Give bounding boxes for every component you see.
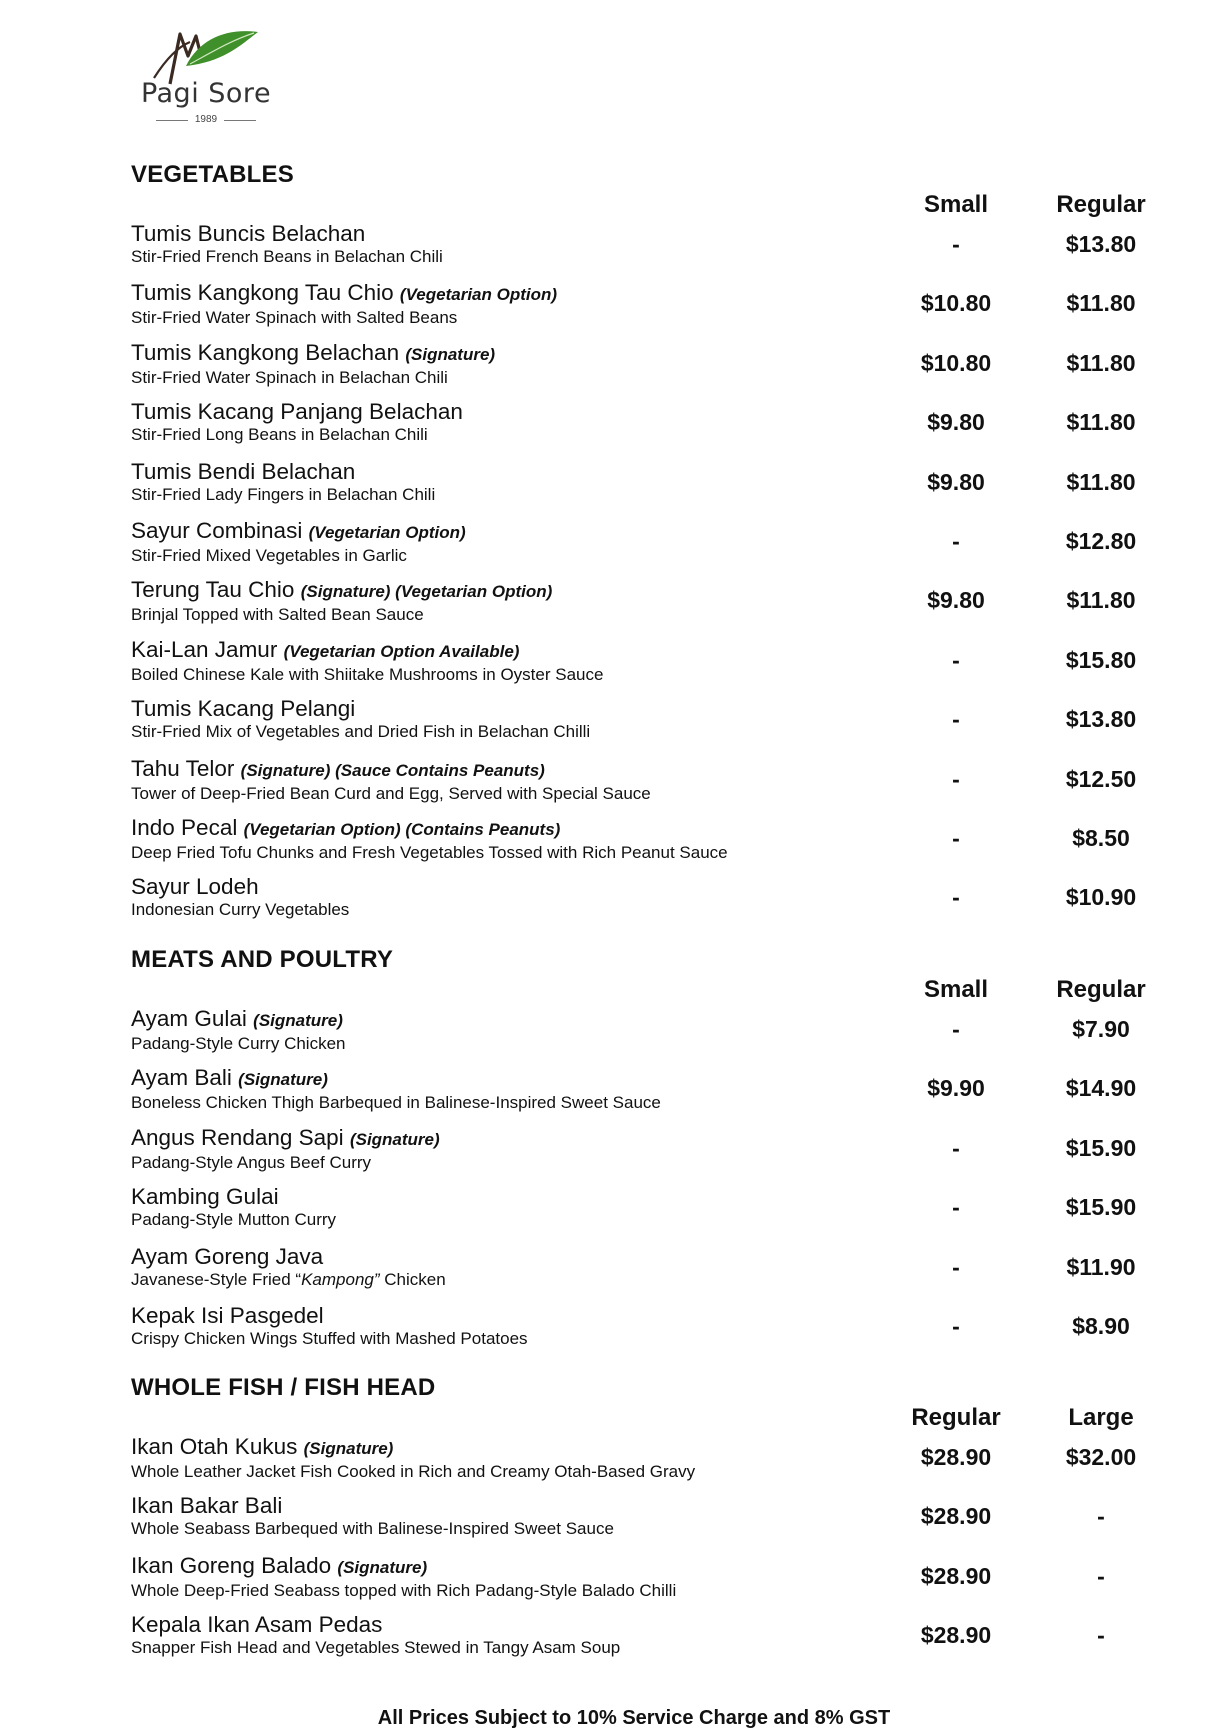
price-column-b: $12.50	[1065, 765, 1137, 792]
item-description: Brinjal Topped with Salted Bean Sauce	[131, 605, 424, 625]
item-note: (Signature)	[238, 1070, 328, 1090]
menu-item	[131, 220, 1137, 279]
item-description: Whole Deep-Fried Seabass topped with Rich Padang-Style Balado Chilli	[131, 1580, 677, 1600]
price-column-b: $10.90	[1065, 884, 1137, 911]
price-column-b: $14.90	[1065, 1075, 1137, 1102]
price-column-b: $15.90	[1065, 1134, 1137, 1161]
price-column-a: -	[952, 884, 960, 911]
item-note: (Vegetarian Option)	[399, 285, 558, 305]
menu-item	[131, 339, 1136, 398]
item-note: (Signature) (Vegetarian Option)	[300, 582, 553, 602]
item-description-emphasis: Kampong”	[301, 1269, 380, 1289]
column-header-a: Regular	[911, 1404, 1001, 1431]
menu-item	[131, 1005, 1130, 1064]
item-note: (Signature)	[337, 1557, 428, 1577]
price-column-b: $11.80	[1066, 290, 1136, 317]
item-name: Ayam Goreng Java	[131, 1243, 324, 1269]
item-description: Stir-Fried Lady Fingers in Belachan Chili	[131, 484, 436, 504]
item-name: Tahu Telor	[131, 755, 235, 781]
price-column-b: -	[1097, 1622, 1105, 1649]
price-column-b: $7.90	[1072, 1016, 1130, 1042]
item-note: (Signature)	[303, 1439, 394, 1458]
price-column-b: $13.80	[1065, 706, 1137, 733]
item-description: Boiled Chinese Kale with Shiitake Mushrooms in Oyster Sauce	[131, 664, 604, 684]
menu-item-list	[131, 220, 1137, 933]
item-name: Ikan Bakar Bali	[131, 1493, 283, 1519]
column-header-a: Small	[923, 976, 989, 1003]
price-column-a: $10.80	[920, 290, 992, 317]
price-column-b: $8.90	[1072, 1312, 1130, 1339]
item-description: Stir-Fried Mixed Vegetables in Garlic	[131, 545, 407, 565]
item-name: Ayam Bali	[131, 1065, 232, 1091]
price-column-a: -	[952, 231, 960, 257]
price-column-a: -	[952, 706, 960, 733]
menu-item	[131, 1183, 1137, 1242]
brand-logo	[136, 22, 276, 127]
price-column-a: -	[952, 1194, 960, 1221]
item-description: Crispy Chicken Wings Stuffed with Mashed Potatoes	[131, 1328, 528, 1348]
item-description: Snapper Fish Head and Vegetables Stewed in Tangy Asam Soup	[131, 1638, 621, 1658]
menu-item	[131, 1243, 1136, 1302]
item-description: Boneless Chicken Thigh Barbequed in Balinese-Inspired Sweet Sauce	[131, 1093, 661, 1113]
menu-item-list	[131, 1433, 1137, 1671]
item-note: (Signature)	[405, 344, 496, 364]
price-column-b: -	[1097, 1503, 1105, 1530]
menu-item	[131, 636, 1137, 695]
price-column-a: -	[952, 824, 960, 851]
menu-item	[131, 1124, 1137, 1183]
price-column-a: $28.90	[920, 1622, 992, 1649]
menu-item	[131, 1552, 1105, 1611]
item-note: (Vegetarian Option) (Contains Peanuts)	[243, 819, 561, 839]
item-name: Tumis Kangkong Tau Chio	[131, 280, 394, 306]
price-column-b: $32.00	[1065, 1444, 1137, 1470]
price-column-a: -	[952, 1016, 960, 1042]
price-column-a: -	[952, 527, 960, 554]
section-title: VEGETABLES	[131, 161, 294, 188]
section-meats-and-poultry	[131, 945, 1146, 1348]
price-column-b: $13.80	[1065, 231, 1137, 257]
price-column-b: -	[1097, 1562, 1105, 1589]
menu-item	[131, 1064, 1137, 1123]
price-column-a: -	[952, 765, 960, 792]
menu-item	[131, 1492, 1105, 1551]
section-vegetables	[131, 160, 1146, 920]
menu-item-list	[131, 1005, 1137, 1361]
item-name: Kambing Gulai	[131, 1184, 279, 1210]
item-description: Padang-Style Mutton Curry	[131, 1210, 337, 1230]
price-column-a: $9.90	[927, 1075, 985, 1102]
item-name: Angus Rendang Sapi	[131, 1124, 344, 1150]
price-column-a: -	[952, 1253, 960, 1280]
item-name: Ikan Otah Kukus	[131, 1434, 298, 1459]
item-description: Whole Seabass Barbequed with Balinese-Inspired Sweet Sauce	[131, 1519, 614, 1539]
brand-year: 1989	[156, 114, 256, 125]
price-column-a: -	[952, 646, 960, 673]
item-description-part: Chicken	[379, 1269, 446, 1289]
item-note: (Signature)	[253, 1011, 343, 1030]
column-header-a: Small	[923, 191, 989, 218]
item-description-part: Javanese-Style Fried “	[131, 1269, 302, 1289]
item-description: Padang-Style Curry Chicken	[131, 1034, 346, 1053]
price-column-a: $10.80	[920, 349, 992, 376]
column-header-b: Large	[1068, 1404, 1134, 1431]
section-title: WHOLE FISH / FISH HEAD	[131, 1374, 436, 1401]
price-column-a: $28.90	[920, 1444, 992, 1470]
item-description: Tower of Deep-Fried Bean Curd and Egg, Served with Special Sauce	[131, 783, 651, 803]
item-description: Indonesian Curry Vegetables	[131, 900, 350, 920]
item-description: Padang-Style Angus Beef Curry	[131, 1152, 372, 1172]
service-charge-note: All Prices Subject to 10% Service Charge and 8% GST	[377, 1707, 891, 1729]
item-note: (Vegetarian Option Available)	[283, 641, 520, 661]
menu-item	[131, 1302, 1130, 1361]
item-name: Sayur Lodeh	[131, 874, 259, 900]
item-description: Stir-Fried Mix of Vegetables and Dried Fish in Belachan Chilli	[131, 722, 591, 742]
menu-item	[131, 755, 1137, 814]
price-column-b: $15.90	[1065, 1194, 1137, 1221]
price-column-a: -	[952, 1312, 960, 1339]
menu-item	[131, 1433, 1137, 1492]
column-header-b: Regular	[1056, 976, 1146, 1003]
brand-name: Pagi Sore	[140, 78, 272, 109]
menu-item	[131, 873, 1137, 932]
price-column-b: $11.80	[1066, 349, 1136, 376]
item-note: (Signature)	[349, 1129, 440, 1149]
price-column-a: $28.90	[920, 1503, 992, 1530]
price-column-a: $9.80	[927, 587, 985, 614]
price-column-a: $28.90	[920, 1562, 992, 1589]
price-column-a: -	[952, 1134, 960, 1161]
item-name: Kai-Lan Jamur	[131, 636, 278, 662]
price-column-b: $11.80	[1066, 587, 1136, 614]
column-header-b: Regular	[1056, 191, 1146, 218]
price-column-a: $9.80	[927, 409, 985, 436]
item-description: Stir-Fried Water Spinach with Salted Beans	[131, 308, 458, 328]
item-description: Stir-Fried Water Spinach in Belachan Chili	[131, 367, 448, 387]
menu-item	[131, 576, 1136, 635]
item-name: Sayur Combinasi	[131, 517, 303, 543]
item-name: Tumis Kacang Pelangi	[131, 696, 356, 722]
item-name: Tumis Bendi Belachan	[131, 458, 356, 484]
item-name: Indo Pecal	[131, 814, 238, 840]
item-name: Tumis Kacang Panjang Belachan	[131, 399, 463, 425]
section-title: MEATS AND POULTRY	[131, 946, 394, 973]
item-description: Whole Leather Jacket Fish Cooked in Rich and Creamy Otah-Based Gravy	[131, 1462, 696, 1481]
price-column-b: $8.50	[1072, 824, 1130, 851]
price-column-b: $11.80	[1066, 468, 1136, 495]
menu-item	[131, 814, 1130, 873]
section-whole-fish	[131, 1373, 1137, 1658]
item-name: Terung Tau Chio	[131, 577, 295, 603]
item-name: Kepala Ikan Asam Pedas	[131, 1612, 383, 1638]
leaf-logo-icon	[150, 26, 260, 86]
menu-item	[131, 517, 1137, 576]
menu-item	[131, 398, 1136, 457]
menu-item	[131, 695, 1137, 754]
menu-item	[131, 458, 1136, 517]
item-name: Ikan Goreng Balado	[131, 1552, 332, 1578]
price-column-b: $11.90	[1066, 1253, 1136, 1280]
menu-item	[131, 1611, 1105, 1670]
item-name: Tumis Buncis Belachan	[131, 221, 366, 246]
item-name: Kepak Isi Pasgedel	[131, 1302, 324, 1328]
item-name: Tumis Kangkong Belachan	[131, 339, 400, 365]
price-column-a: $9.80	[927, 468, 985, 495]
price-column-b: $11.80	[1066, 409, 1136, 436]
item-note: (Signature) (Sauce Contains Peanuts)	[240, 760, 545, 780]
item-note: (Vegetarian Option)	[308, 522, 466, 542]
item-name: Ayam Gulai	[131, 1006, 247, 1031]
item-description: Deep Fried Tofu Chunks and Fresh Vegetables Tossed with Rich Peanut Sauce	[131, 842, 728, 862]
item-description: Stir-Fried Long Beans in Belachan Chili	[131, 425, 428, 445]
item-description: Stir-Fried French Beans in Belachan Chili	[131, 247, 443, 266]
menu-item	[131, 279, 1136, 338]
price-column-b: $12.80	[1065, 527, 1137, 554]
price-column-b: $15.80	[1065, 646, 1137, 673]
